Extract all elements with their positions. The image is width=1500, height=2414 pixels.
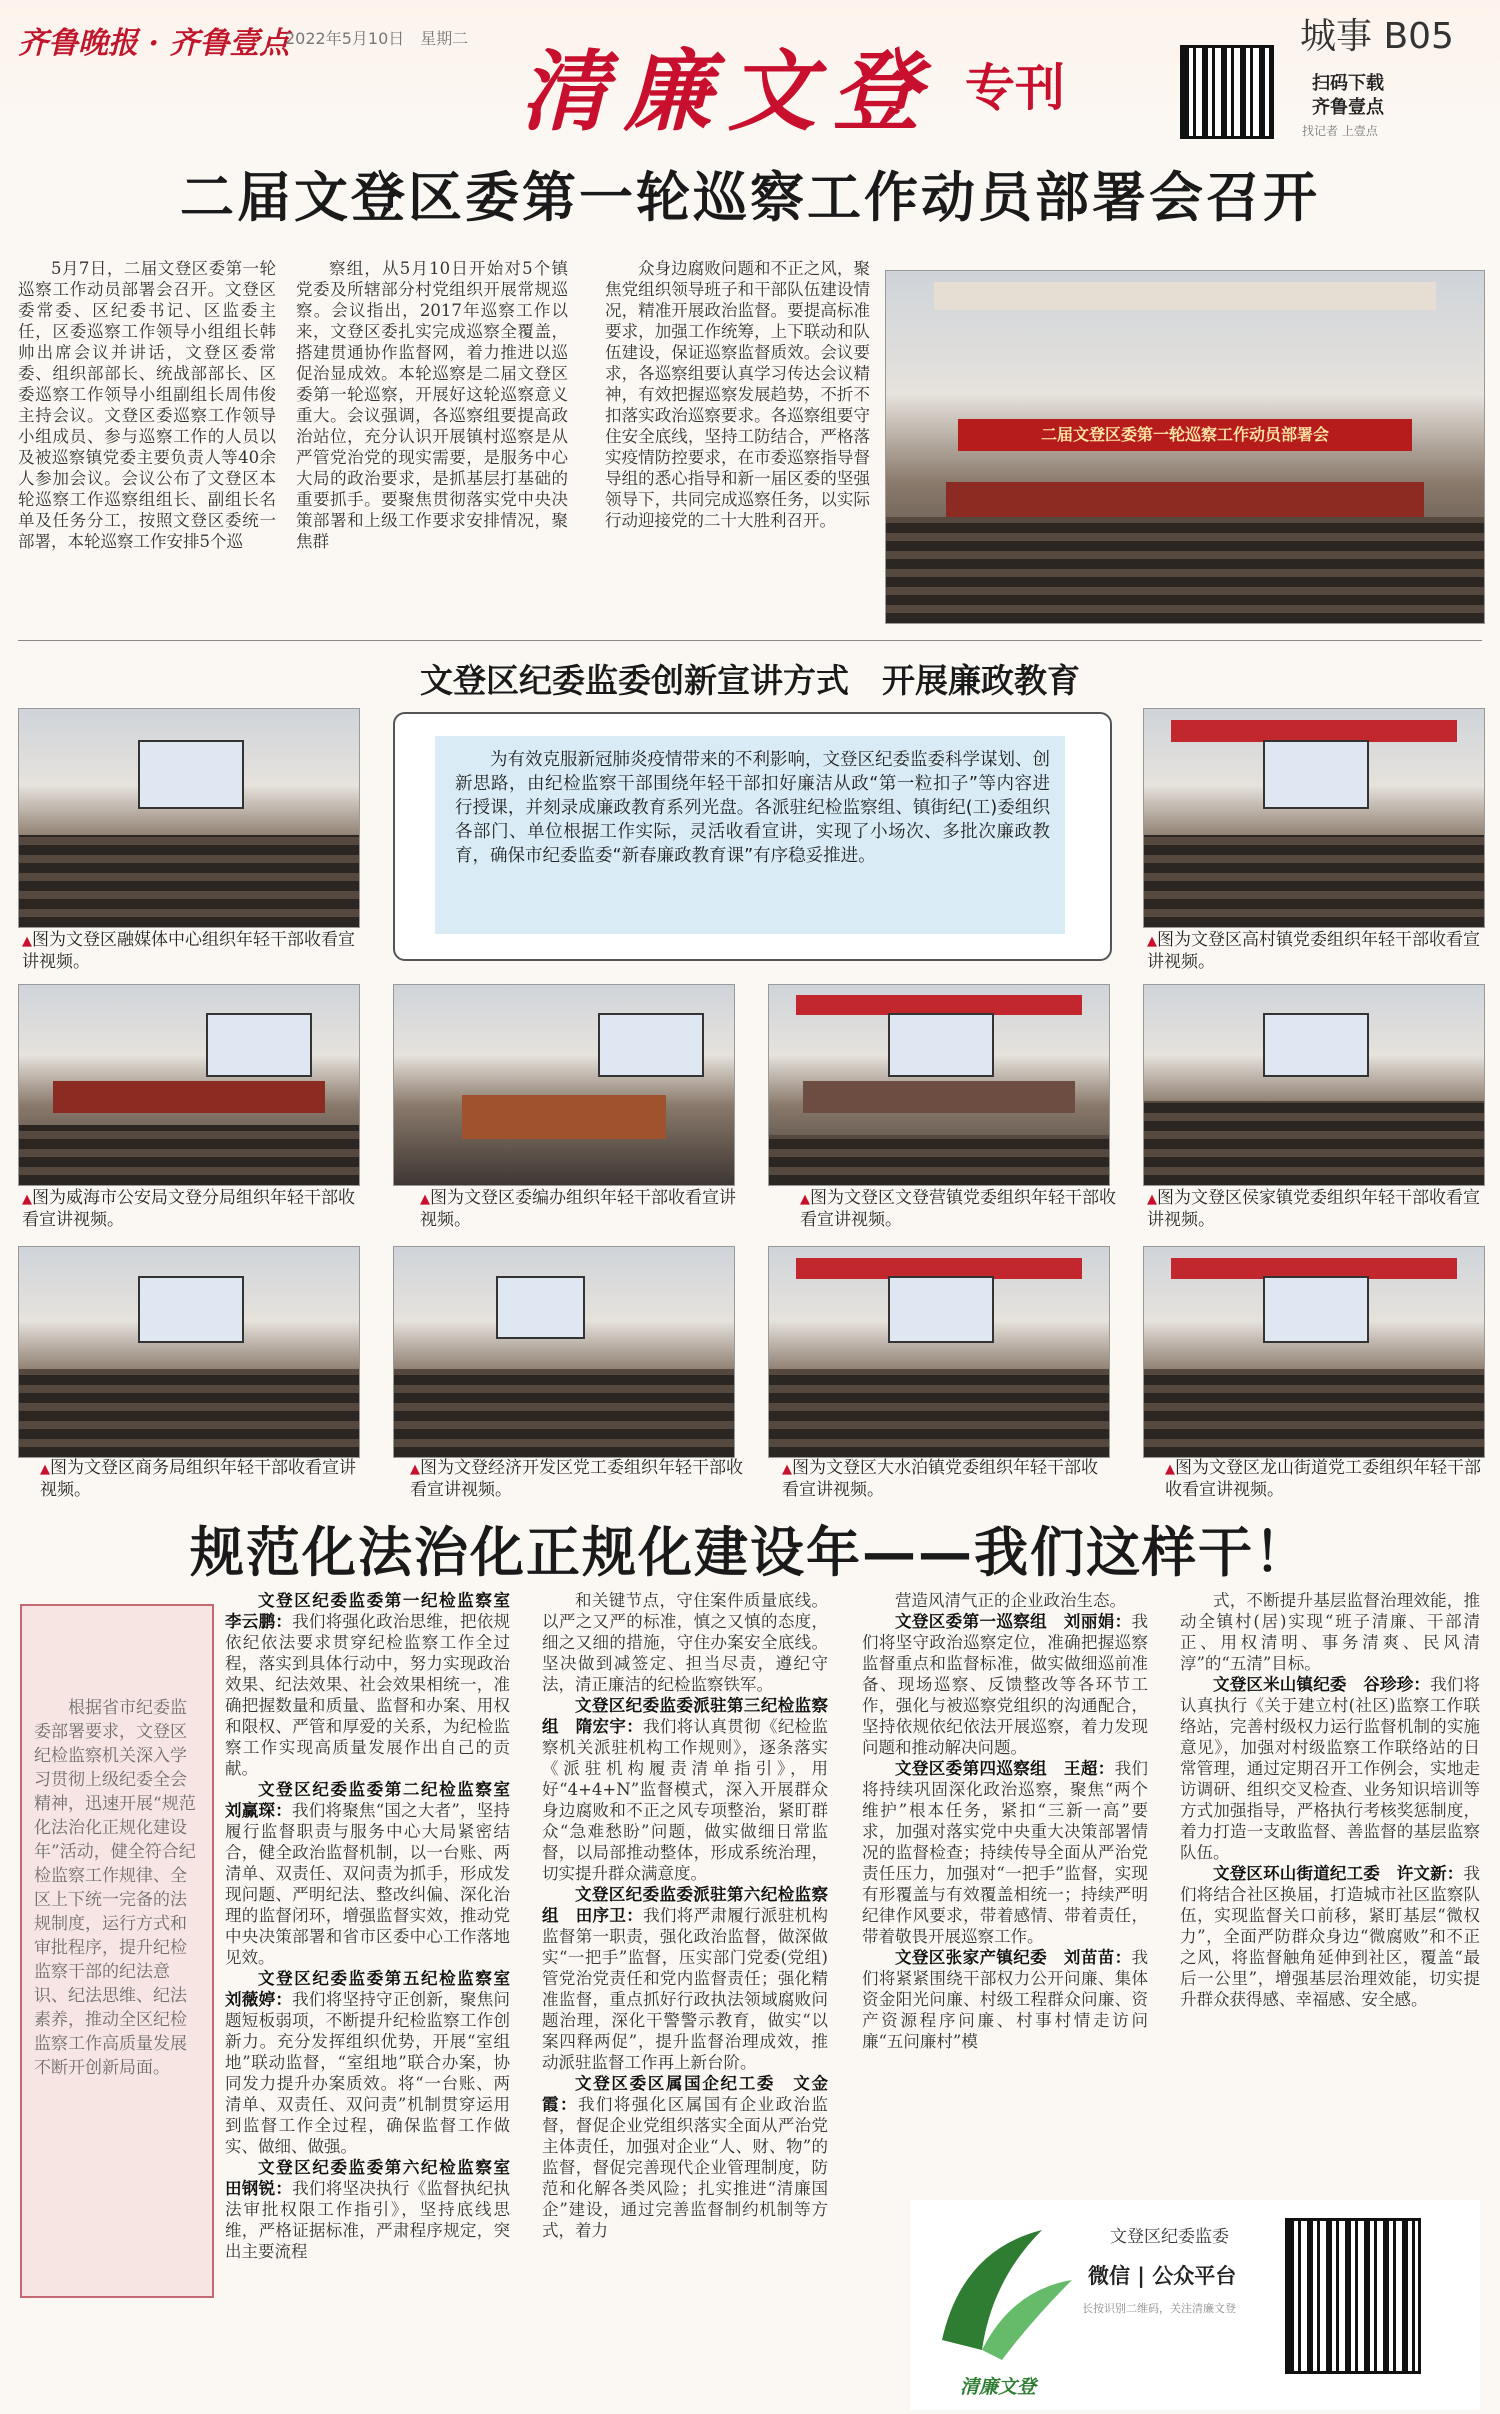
video-screen	[1263, 1276, 1369, 1343]
audience	[1144, 1369, 1484, 1457]
article1-column-2: 察组，从5月10日开始对5个镇党委及所辖部分村党组织开展常规巡察。会议指出，2017年巡察工作以来，文登区委扎实完成巡察全覆盖，搭建贯通协作监督网，着力推进以巡促治显成效。本轮巡察是二届文登区委第一轮巡察，开展好这轮巡察意义重大。会议强调，各巡察组要提高政治站位，充分认识开展镇村巡察是从严管党治党的现实需要，是服务中心大局的政治要求，是抓基层打基础的重要抓手。要聚焦贯彻落实党中央决策部署和上级工作要求安排情况，聚焦群	[296, 259, 568, 551]
video-screen	[888, 1276, 994, 1343]
article3-column-4: 式，不断提升基层监督治理效能，推动全镇村(居)实现“班子清廉、干部清正、用权清明、事务清爽、民风清淳”的“五清”目标。 文登区米山镇纪委 谷珍珍：我们将认真执行《关于建立村(社区)监察工作联络站，完善村级权力运行监督机制的实施意见》，加强对村级监察工作联络站的日常管理，通过定期召开工作例会，实地走访调研、组织交叉检查、业务知识培训等方式加强指导，严格执行考核奖惩制度，着力打造一支敢监督、善监督的基层监察队伍。 文登区环山街道纪工委 许文新：我们将结合社区换届，打造城市社区监察队伍，实现监督关口前移，紧盯基层“微权力”，全面严防群众身边“微腐败”和不正之风，将监督触角延伸到社区，覆盖“最后一公里”，增强基层治理效能，切实提升群众获得感、幸福感、安全感。	[1180, 1591, 1481, 2009]
video-screen	[888, 1013, 994, 1077]
ad-platform: 微信 | 公众平台	[1088, 2264, 1237, 2288]
article3-column-1: 文登区纪委监委第一纪检监察室 李云鹏：我们将强化政治思维，把依规依纪依法要求贯穿纪检监察工作全过程，落实到具体行动中，努力实现政治效果、纪法效果、社会效果相统一，准确把握数量和质量、监督和办案、用权和限权、严管和厚爱的关系，为纪检监察工作实现高质量发展作出自己的贡献。 文登区纪委监委第二纪检监察室 刘赢琛：我们将聚焦“国之大者”，坚持履行监督职责与服务中心大局紧密结合，健全政治监督机制，以一台账、两清单、双责任、双问责为抓手，形成发现问题、严明纪法、整改纠偏、深化治理的监督闭环，增强监督实效，推动党中央决策部署和省市区委中心工作落地见效。 文登区纪委监委第五纪检监察室 刘薇婷：我们将坚持守正创新，聚焦问题短板弱项，不断提升纪检监察工作创新力。充分发挥组织优势，开展“室组地”联动监督，“室组地”联合办案，协同发力提升办案质效。将“一台账、两清单、双责任、双问责”机制贯穿运用到监督工作全过程，确保监督工作做实、做细、做强。 文登区纪委监委第六纪检监察室 田钢锐：我们将坚决执行《监督执纪执法审批权限工作指引》，坚持底线思维，严格证据标准，严肃程序规定，突出主要流程	[225, 1591, 527, 2261]
caption-bianban: ▲图为文登区委编办组织年轻干部收看宣讲视频。	[420, 1188, 736, 1230]
issue-date: 2022年5月10日 星期二	[285, 29, 469, 48]
ad-org: 文登区纪委监委	[1110, 2227, 1229, 2247]
wechat-qr-code-icon[interactable]	[1285, 2218, 1421, 2374]
video-screen	[496, 1276, 585, 1339]
qr-small-label: 找记者 上壹点	[1302, 124, 1378, 138]
audience	[1144, 1101, 1484, 1185]
section-label: 城事 B05	[1300, 16, 1454, 57]
video-screen	[1263, 1013, 1369, 1077]
ceiling	[934, 282, 1436, 310]
video-screen	[138, 740, 244, 809]
intro-sidebar	[20, 1604, 214, 2298]
ad-hint: 长按识别二维码，关注清廉文登	[1082, 2302, 1236, 2315]
supplement-subtitle: 专刊	[965, 59, 1065, 117]
photo-kaifaqu	[393, 1246, 735, 1458]
ad-brand: 清廉文登	[960, 2376, 1037, 2398]
table	[53, 1081, 325, 1113]
photo-rongmeiti	[18, 708, 360, 928]
callout-text: 为有效克服新冠肺炎疫情带来的不利影响，文登区纪委监委科学谋划、创新思路，由纪检监察干部围绕年轻干部扣好廉洁从政“第一粒扣子”等内容进行授课，并刻录成廉政教育系列光盘。各派驻纪检监察组、镇街纪(工)委组织各部门、单位根据工作实际，灵活收看宣讲，实现了小场次、多批次廉政教育，确保市纪委监委“新春廉政教育课”有序稳妥推进。	[455, 750, 1050, 866]
caption-gaocun: ▲图为文登区高村镇党委组织年轻干部收看宣讲视频。	[1147, 930, 1480, 972]
intro-sidebar-text: 根据省市纪委监委部署要求，文登区纪检监察机关深入学习贯彻上级纪委全会精神，迅速开展“规范化法治化正规化建设年”活动，健全符合纪检监察工作规律、全区上下统一完备的法规制度，运行方式和审批程序，提升纪检监察干部的纪法意识、纪法思维、纪法素养，推动全区纪检监察工作高质量发展不断开创新局面。	[34, 1698, 196, 2078]
article1-column-1: 5月7日，二届文登区委第一轮巡察工作动员部署会召开。文登区委常委、区纪委书记、区监委主任，区委巡察工作领导小组组长韩帅出席会议并讲话，文登区委常委、组织部部长、统战部部长、区委巡察工作领导小组副组长周伟俊主持会议。文登区委巡察工作领导小组成员、参与巡察工作的人员以及被巡察镇党委主要负责人等40余人参加会议。会议公布了文登区本轮巡察工作巡察组组长、副组长名单及任务分工，按照文登区委统一部署，本轮巡察工作安排5个巡	[18, 259, 276, 551]
caption-dashuipo: ▲图为文登区大水泊镇党委组织年轻干部收看宣讲视频。	[782, 1458, 1098, 1500]
download-qr-code-icon[interactable]	[1180, 45, 1274, 139]
audience	[769, 1369, 1109, 1457]
photo-houjia	[1143, 984, 1485, 1186]
article3-headline: 规范化法治化正规化建设年——我们这样干！	[190, 1520, 1310, 1584]
newspaper-logo: 齐鲁晚报 · 齐鲁壹点	[18, 26, 290, 61]
red-banner	[1171, 720, 1457, 742]
video-screen	[138, 1276, 244, 1343]
caption-gongan: ▲图为威海市公安局文登分局组织年轻干部收看宣讲视频。	[22, 1188, 355, 1230]
article1-column-3: 众身边腐败问题和不正之风，聚焦党组织领导班子和干部队伍建设情况，精准开展政治监督。要提高标准要求，加强工作统筹，上下联动和队伍建设，保证巡察监督质效。会议要求，各巡察组要认真学习传达会议精神，有效把握巡察发展趋势，不折不扣落实政治巡察要求。各巡察组要守住安全底线，坚持工防结合，严格落实疫情防控要求，在市委巡察指导督导组的悉心指导和新一届区委的坚强领导下，共同完成巡察任务，以实际行动迎接党的二十大胜利召开。	[605, 259, 870, 530]
video-screen	[1263, 740, 1369, 809]
caption-houjia: ▲图为文登区侯家镇党委组织年轻干部收看宣讲视频。	[1147, 1188, 1480, 1230]
caption-kaifaqu: ▲图为文登经济开发区党工委组织年轻干部收看宣讲视频。	[410, 1458, 743, 1500]
photo-bianban	[393, 984, 735, 1186]
caption-longshan: ▲图为文登区龙山街道党工委组织年轻干部收看宣讲视频。	[1165, 1458, 1481, 1500]
audience	[1144, 835, 1484, 927]
photo-gaocun	[1143, 708, 1485, 928]
audience	[19, 835, 359, 927]
qr-label: 扫码下载 齐鲁壹点	[1312, 73, 1384, 118]
red-banner	[796, 1258, 1082, 1279]
photo-gongan	[18, 984, 360, 1186]
article3-column-3: 营造风清气正的企业政治生态。 文登区委第一巡察组 刘丽娟：我们将坚守政治巡察定位，准确把握巡察监督重点和监督标准，做实做细巡前准备、现场巡察、反馈整改等各环节工作，强化与被巡察党组织的沟通配合，坚持依规依纪依法开展巡察，着力发现问题和推动解决问题。 文登区委第四巡察组 王超：我们将持续巩固深化政治巡察，聚焦“两个维护”根本任务，紧扣“三新一高”要求，加强对落实党中央重大决策部署情况的监督检查；持续传导全面从严治党责任压力，加强对“一把手”监督，实现有形覆盖与有效覆盖相统一；持续严明纪律作风要求，带着感情、带着责任，带着敬畏开展巡察工作。 文登区张家产镇纪委 刘苗苗：我们将紧紧围绕干部权力公开问廉、集体资金阳光问廉、村级工程群众问廉、资产资源程序问廉、村事村情走访问廉“五问廉村”模	[862, 1591, 1149, 2051]
audience	[769, 1135, 1109, 1185]
audience	[886, 517, 1484, 623]
audience	[19, 1369, 359, 1457]
audience	[19, 1125, 359, 1185]
wechat-ad	[910, 2200, 1480, 2410]
article1-headline: 二届文登区委第一轮巡察工作动员部署会召开	[180, 165, 1320, 229]
audience	[394, 1369, 734, 1457]
photo-dashuipo	[768, 1246, 1110, 1458]
article3-column-2: 和关键节点，守住案件质量底线。以严之又严的标准，慎之又慎的态度，细之又细的措施，守住办案安全底线。坚决做到减签定、担当尽责，遵纪守法，清正廉洁的纪检监察铁军。 文登区纪委监委派驻第三纪检监察组 隋宏宇：我们将认真贯彻《纪检监察机关派驻机构工作规则》，逐条落实《派驻机构履责清单指引》，用好“4+4+N”监督模式，深入开展群众身边腐败和不正之风专项整治，紧盯群众“急难愁盼”问题，做实做细日常监督，以局部推动整体，形成系统治理，切实提升群众满意度。 文登区纪委监委派驻第六纪检监察组 田序卫：我们将严肃履行派驻机构监督第一职责，强化政治监督，做深做实“一把手”监督，压实部门党委(党组)管党治党责任和党内监督责任；强化精准监督，重点抓好行政执法领域腐败问题治理，深化干警警示教育，做实“以案四释两促”，提升监督治理成效，推动派驻监督工作再上新台阶。 文登区委区属国企纪工委 文金霞：我们将强化区属国有企业政治监督，督促企业党组织落实全面从严治党主体责任，加强对企业“人、财、物”的监督，督促完善现代企业管理制度，防范和化解各类风险；扎实推进“清廉国企”建设，通过完善监督制约机制等方式，着力	[542, 1591, 829, 2240]
video-screen	[598, 1013, 704, 1077]
supplement-title: 清廉文登	[520, 39, 937, 143]
caption-wendengying: ▲图为文登区文登营镇党委组织年轻干部收看宣讲视频。	[800, 1188, 1116, 1230]
callout-box	[393, 712, 1112, 961]
video-screen	[206, 1013, 312, 1077]
qinglian-wendeng-logo-icon	[922, 2210, 1082, 2380]
article2-headline: 文登区纪委监委创新宣讲方式 开展廉政教育	[420, 661, 1080, 700]
photo-wendengying	[768, 984, 1110, 1186]
table	[803, 1081, 1075, 1113]
meeting-banner: 二届文登区委第一轮巡察工作动员部署会	[958, 419, 1412, 451]
red-banner	[1171, 1258, 1457, 1279]
article1-photo	[885, 270, 1485, 624]
divider	[18, 640, 1482, 641]
photo-longshan	[1143, 1246, 1485, 1458]
caption-rongmeiti: ▲图为文登区融媒体中心组织年轻干部收看宣讲视频。	[22, 930, 355, 972]
photo-shangwu	[18, 1246, 360, 1458]
table	[462, 1095, 666, 1139]
podium	[946, 482, 1424, 517]
red-banner	[796, 995, 1082, 1015]
caption-shangwu: ▲图为文登区商务局组织年轻干部收看宣讲视频。	[40, 1458, 356, 1500]
